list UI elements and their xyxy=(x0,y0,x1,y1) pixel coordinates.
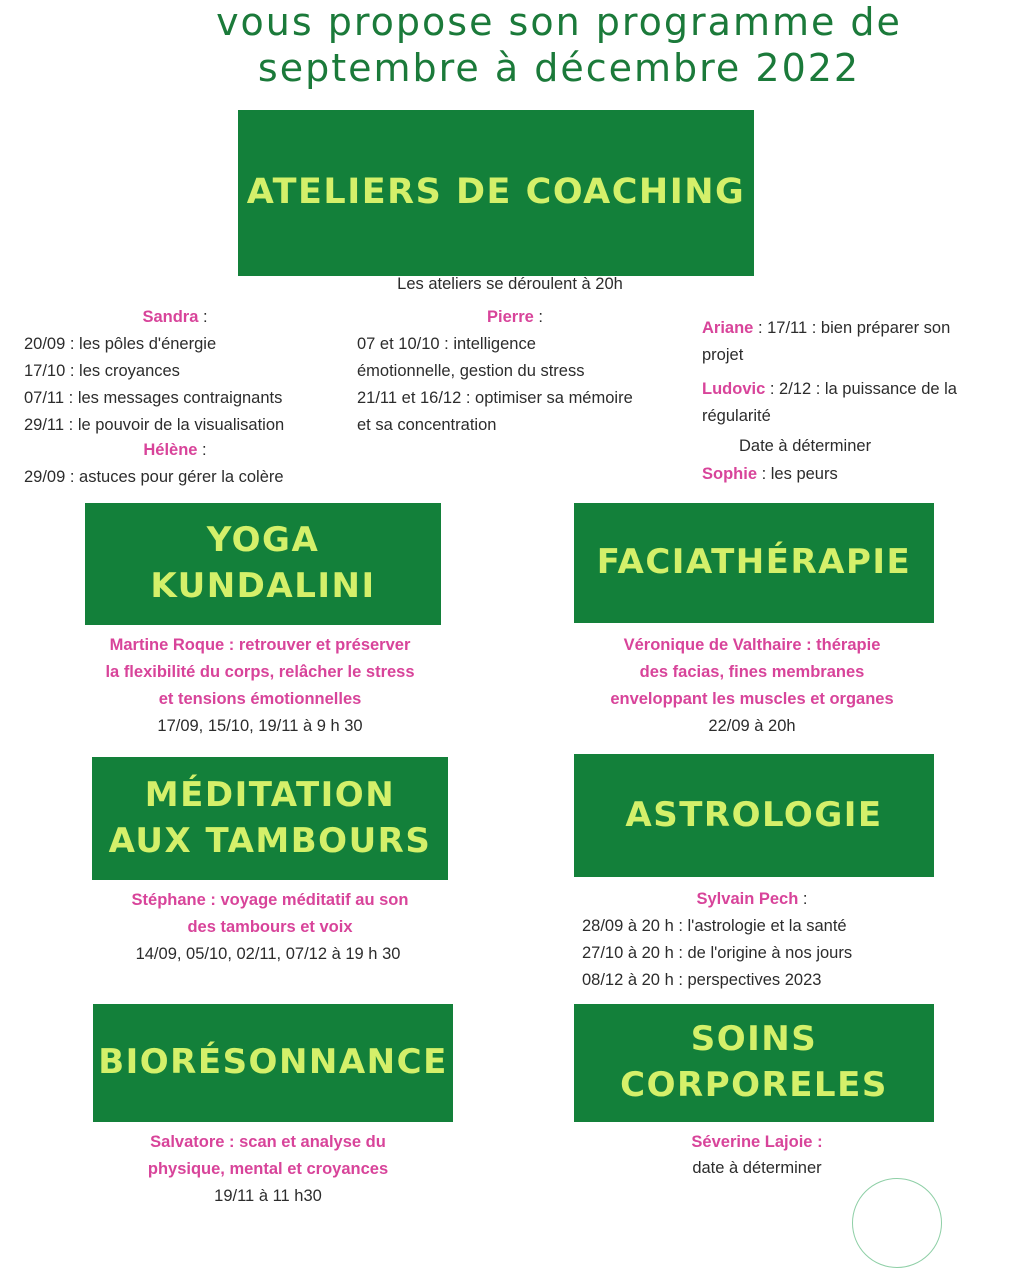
logo-circle-icon xyxy=(852,1178,942,1268)
list-item: 21/11 et 16/12 : optimiser sa mémoire xyxy=(357,389,633,407)
pierre-heading: Pierre : xyxy=(487,308,543,326)
facia-dates: 22/09 à 20h xyxy=(708,717,796,735)
helene-heading: Hélène : xyxy=(143,441,207,459)
list-item: 29/09 : astuces pour gérer la colère xyxy=(24,468,284,486)
yoga-title-box xyxy=(85,503,441,625)
astro-name: Sylvain Pech xyxy=(696,890,799,908)
list-item: 28/09 à 20 h : l'astrologie et la santé xyxy=(582,917,847,935)
meditation-title-box xyxy=(92,757,448,880)
list-item: 08/12 à 20 h : perspectives 2023 xyxy=(582,971,822,989)
yoga-title: YOGA KUNDALINI xyxy=(150,520,376,606)
ariane-entry: Ariane : 17/11 : bien préparer son projet xyxy=(702,319,951,364)
facia-description: Véronique de Valthaire : thérapie des facias, fines membranes enveloppant les muscles et organes xyxy=(610,636,894,708)
header-line-1: vous propose son programme de xyxy=(216,0,902,44)
soins-name: Séverine Lajoie : xyxy=(691,1133,823,1151)
list-item: 27/10 à 20 h : de l'origine à nos jours xyxy=(582,944,853,962)
sandra-name: Sandra xyxy=(142,308,199,326)
facia-title-box xyxy=(574,503,934,623)
bio-description: Salvatore : scan et analyse du physique, mental et croyances xyxy=(147,1133,389,1178)
sandra-list xyxy=(24,331,284,439)
list-item: 29/11 : le pouvoir de la visualisation xyxy=(24,416,285,434)
astro-list xyxy=(582,913,852,994)
meditation-dates: 14/09, 05/10, 02/11, 07/12 à 19 h 30 xyxy=(135,945,401,963)
soins-dates: date à déterminer xyxy=(692,1159,822,1177)
yoga-dates: 17/09, 15/10, 19/11 à 9 h 30 xyxy=(157,717,363,735)
list-item: 07 et 10/10 : intelligence xyxy=(357,335,536,353)
list-item: 20/09 : les pôles d'énergie xyxy=(24,335,217,353)
ariane-name: Ariane xyxy=(702,319,754,337)
meditation-title: MÉDITATION AUX TAMBOURS xyxy=(108,774,432,861)
soins-title-box xyxy=(574,1004,934,1122)
ludovic-entry: Ludovic : 2/12 : la puissance de la régularité xyxy=(702,380,957,425)
pierre-list xyxy=(357,331,633,439)
ludovic-name: Ludovic xyxy=(702,380,766,398)
soins-title: SOINS CORPORELES xyxy=(620,1019,888,1105)
sophie-entry: Sophie : les peurs xyxy=(702,465,838,483)
yoga-description: Martine Roque : retrouver et préserver la flexibilité du corps, relâcher le stress et tensions émotionnelles xyxy=(105,636,415,708)
date-tbd: Date à déterminer xyxy=(739,437,872,455)
sophie-name: Sophie xyxy=(702,465,758,483)
list-item: et sa concentration xyxy=(357,416,497,434)
meditation-description: Stéphane : voyage méditatif au son des tambours et voix xyxy=(131,891,409,936)
list-item: 17/10 : les croyances xyxy=(24,362,180,380)
list-item: 07/11 : les messages contraignants xyxy=(24,389,283,407)
pierre-name: Pierre xyxy=(487,308,534,326)
facia-title: FACIATHÉRAPIE xyxy=(596,542,912,583)
bio-title-box xyxy=(93,1004,453,1122)
bio-title: BIORÉSONNANCE xyxy=(98,1042,448,1083)
astro-title-box xyxy=(574,754,934,877)
sandra-heading: Sandra : xyxy=(142,308,208,326)
helene-name: Hélène xyxy=(143,441,198,459)
astro-title: ASTROLOGIE xyxy=(625,794,883,835)
list-item: émotionnelle, gestion du stress xyxy=(357,362,585,380)
coaching-title-box xyxy=(238,110,754,276)
helene-list xyxy=(24,464,284,491)
coaching-time-note: Les ateliers se déroulent à 20h xyxy=(397,275,623,293)
header-line-2: septembre à décembre 2022 xyxy=(257,46,861,90)
bio-dates: 19/11 à 11 h30 xyxy=(214,1187,322,1205)
astro-heading: Sylvain Pech : xyxy=(696,890,808,908)
coaching-title: ATELIERS DE COACHING xyxy=(246,172,746,213)
